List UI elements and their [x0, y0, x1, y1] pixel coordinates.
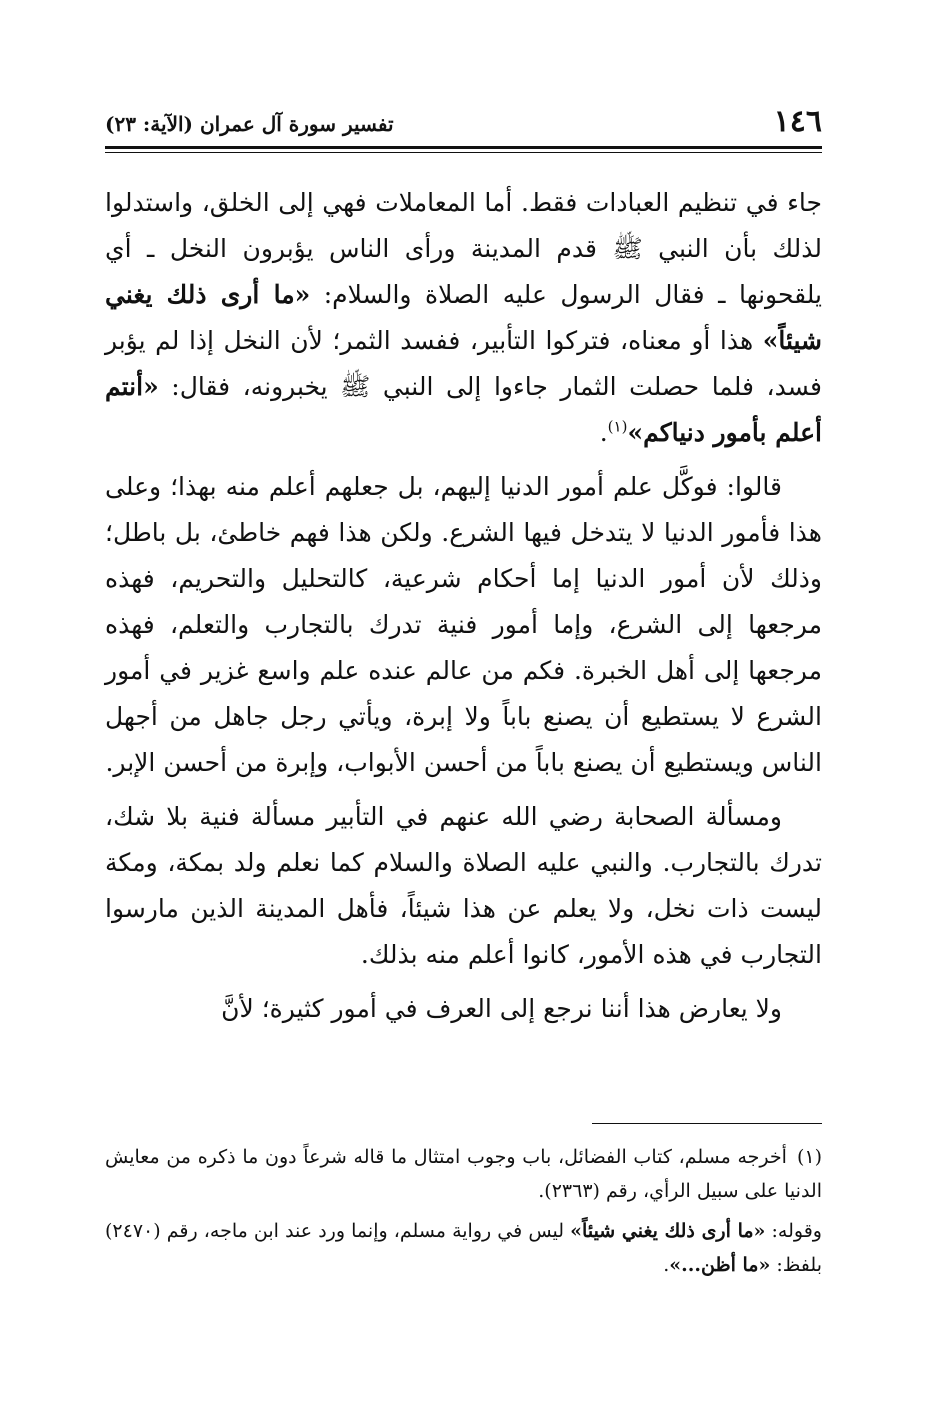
- footnote-2-quote-1: «ما أرى ذلك يغني شيئاً»: [570, 1220, 766, 1242]
- hadith-quote-1: «ما أرى ذلك يغني شيئاً»: [105, 280, 822, 355]
- footnote-2-quote-2: «ما أظن...»: [669, 1254, 771, 1276]
- footnote-1-text: أخرجه مسلم، كتاب الفضائل، باب وجوب امتثال ما قاله شرعاً دون ما ذكره من معايش الدنيا على سبيل الرأي، رقم (٢٣٦٣).: [105, 1146, 822, 1202]
- paragraph-1-text-a: جاء في تنظيم العبادات فقط. أما المعاملات فهي إلى الخلق، واستدلوا لذلك بأن النبي ﷺ قدم المدينة ورأى الناس يؤبرون النخل ـ أي يلقحونها ـ فقال الرسول عليه الصلاة والسلام:: [105, 188, 823, 309]
- footnote-2-end: .: [663, 1254, 670, 1276]
- header-rule-thin: [105, 152, 822, 153]
- footnote-2-text-b: ليس في رواية مسلم، وإنما ورد عند ابن ماجه، رقم (٢٤٧٠) بلفظ:: [105, 1220, 822, 1276]
- footnote-2-text-a: وقوله:: [765, 1220, 822, 1242]
- page-header: [105, 104, 822, 152]
- paragraph-1: [105, 180, 822, 456]
- footnote-2: [105, 1214, 822, 1282]
- footnote-separator: [592, 1123, 822, 1124]
- paragraph-3: ومسألة الصحابة رضي الله عنهم في التأبير مسألة فنية بلا شك، تدرك بالتجارب. والنبي عليه الصلاة والسلام كما نعلم ولد بمكة، ومكة ليست ذات نخل، ولا يعلم عن هذا شيئاً، فأهل المدينة الذين مارسوا التجارب في هذه الأمور، كانوا أعلم منه بذلك.: [105, 802, 822, 969]
- paragraph-1-text-b: هذا أو معناه، فتركوا التأبير، ففسد الثمر؛ لأن النخل إذا لم يؤبر فسد، فلما حصلت الثمار جاءوا إلى النبي ﷺ يخبرونه، فقال:: [105, 326, 822, 401]
- paragraph-4: ولا يعارض هذا أننا نرجع إلى العرف في أمور كثيرة؛ لأنَّ: [221, 994, 782, 1023]
- paragraph-2: قالوا: فوكَّل علم أمور الدنيا إليهم، بل جعلهم أعلم منه بهذا؛ وعلى هذا فأمور الدنيا لا يتدخل فيها الشرع. ولكن هذا فهم خاطئ، بل باطل؛ وذلك لأن أمور الدنيا إما أحكام شرعية، كالتحليل والتحريم، فهذه مرجعها إلى الشرع، وإما أمور فنية تدرك بالتجارب والتعلم، فهذه مرجعها إلى أهل الخبرة. فكم من عالم عنده علم واسع غزير في أمور الشرع لا يستطيع أن يصنع باباً ولا إبرة، ويأتي رجل جاهل من أجهل الناس ويستطيع أن يصنع باباً من أحسن الأبواب، وإبرة من أحسن الإبر.: [105, 472, 822, 777]
- header-rule: [105, 146, 822, 149]
- page-number: ١٤٦: [773, 104, 822, 139]
- footnote-1: [105, 1140, 822, 1208]
- body-text: [105, 180, 822, 1040]
- footnote-1-mark: (١): [796, 1146, 822, 1168]
- running-title: تفسير سورة آل عمران (الآية: ٢٣): [105, 112, 394, 136]
- paragraph-1-end: .: [599, 418, 608, 447]
- footnotes: [105, 1140, 822, 1288]
- footnote-ref-1[interactable]: (١): [607, 417, 628, 436]
- hadith-quote-2: «أنتم أعلم بأمور دنياكم»: [105, 372, 822, 447]
